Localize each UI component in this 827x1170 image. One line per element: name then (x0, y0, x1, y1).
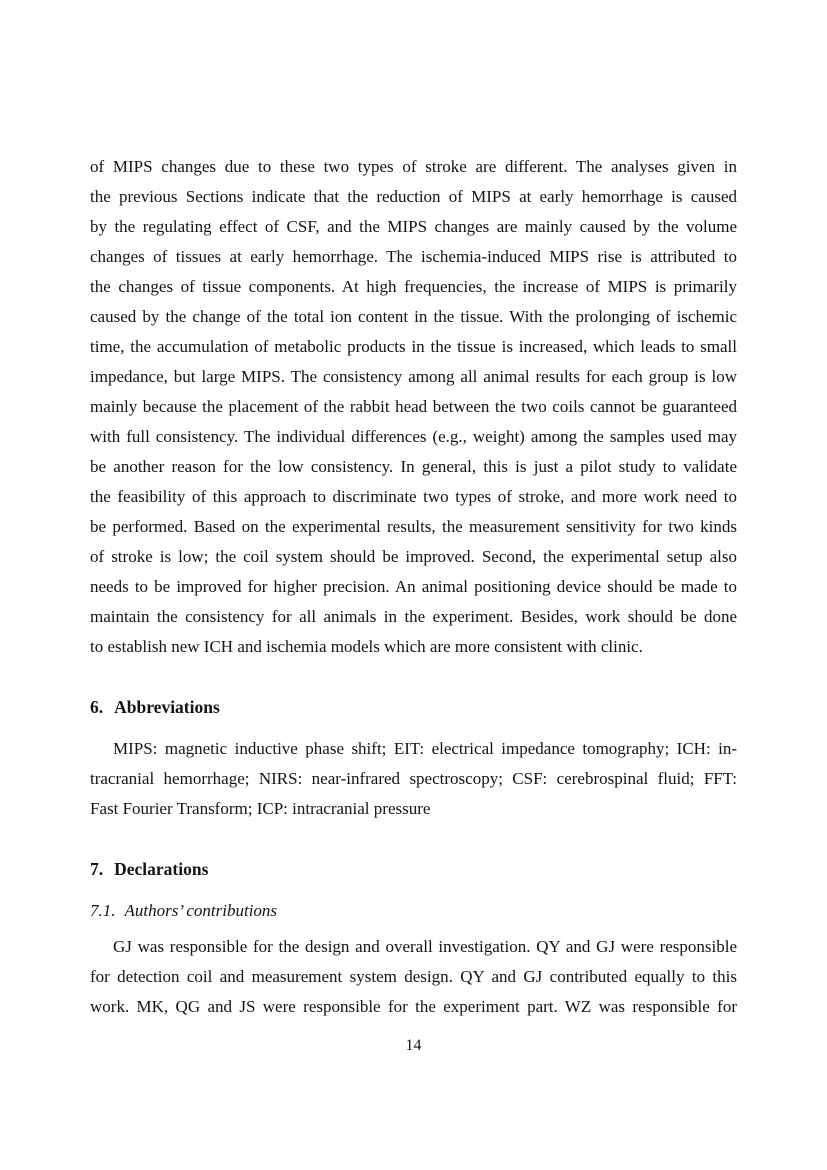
text-line: for detection coil and measurement system design. QY and GJ contributed equally to this (90, 967, 737, 986)
text-line: be performed. Based on the experimental results, the measurement sensitivity for two kinds (90, 517, 737, 536)
text-line: maintain the consistency for all animals in the experiment. Besides, work should be done (90, 607, 737, 626)
section-6-number: 6. (90, 697, 104, 717)
text-line: the previous Sections indicate that the reduction of MIPS at early hemorrhage is caused (90, 187, 737, 206)
subsection-7-1-title: Authors’ contributions (124, 901, 278, 920)
contributions-paragraph (90, 932, 737, 1022)
text-line: changes of tissues at early hemorrhage. The ischemia-induced MIPS rise is attributed to (90, 247, 737, 266)
discussion-paragraph (90, 152, 737, 662)
text-line: the changes of tissue components. At high frequencies, the increase of MIPS is primarily (90, 277, 737, 296)
subsection-7-1-heading (90, 896, 737, 926)
text-line: be another reason for the low consistency. In general, this is just a pilot study to validate (90, 457, 737, 476)
abbreviations-paragraph (90, 734, 737, 824)
text-line: MIPS: magnetic inductive phase shift; EIT: electrical impedance tomography; ICH: in- (113, 739, 737, 758)
text-line: the feasibility of this approach to discriminate two types of stroke, and more work need to (90, 487, 737, 506)
text-line: tracranial hemorrhage; NIRS: near-infrared spectroscopy; CSF: cerebrospinal fluid; FFT: (90, 769, 737, 788)
section-6-heading (90, 692, 737, 722)
text-line: work. MK, QG and JS were responsible for the experiment part. WZ was responsible for (90, 997, 737, 1016)
text-line: Fast Fourier Transform; ICP: intracranial pressure (90, 799, 431, 818)
text-line: of MIPS changes due to these two types of stroke are different. The analyses given in (90, 157, 737, 176)
text-line: mainly because the placement of the rabbit head between the two coils cannot be guaranteed (90, 397, 737, 416)
text-line: needs to be improved for higher precision. An animal positioning device should be made to (90, 577, 737, 596)
text-line: impedance, but large MIPS. The consistency among all animal results for each group is low (90, 367, 737, 386)
text-line: GJ was responsible for the design and overall investigation. QY and GJ were responsible (113, 937, 737, 956)
section-7-number: 7. (90, 859, 104, 879)
section-7-title: Declarations (114, 859, 209, 879)
text-line: time, the accumulation of metabolic products in the tissue is increased, which leads to small (90, 337, 737, 356)
text-line: to establish new ICH and ischemia models which are more consistent with clinic. (90, 637, 643, 656)
text-line: caused by the change of the total ion content in the tissue. With the prolonging of ischemic (90, 307, 737, 326)
text-line: by the regulating effect of CSF, and the MIPS changes are mainly caused by the volume (90, 217, 737, 236)
section-7-heading (90, 854, 737, 884)
text-line: with full consistency. The individual differences (e.g., weight) among the samples used may (90, 427, 737, 446)
page-number: 14 (405, 1037, 422, 1054)
subsection-7-1-number: 7.1. (90, 901, 116, 920)
section-6-title: Abbreviations (114, 697, 220, 717)
text-line: of stroke is low; the coil system should be improved. Second, the experimental setup also (90, 547, 737, 566)
